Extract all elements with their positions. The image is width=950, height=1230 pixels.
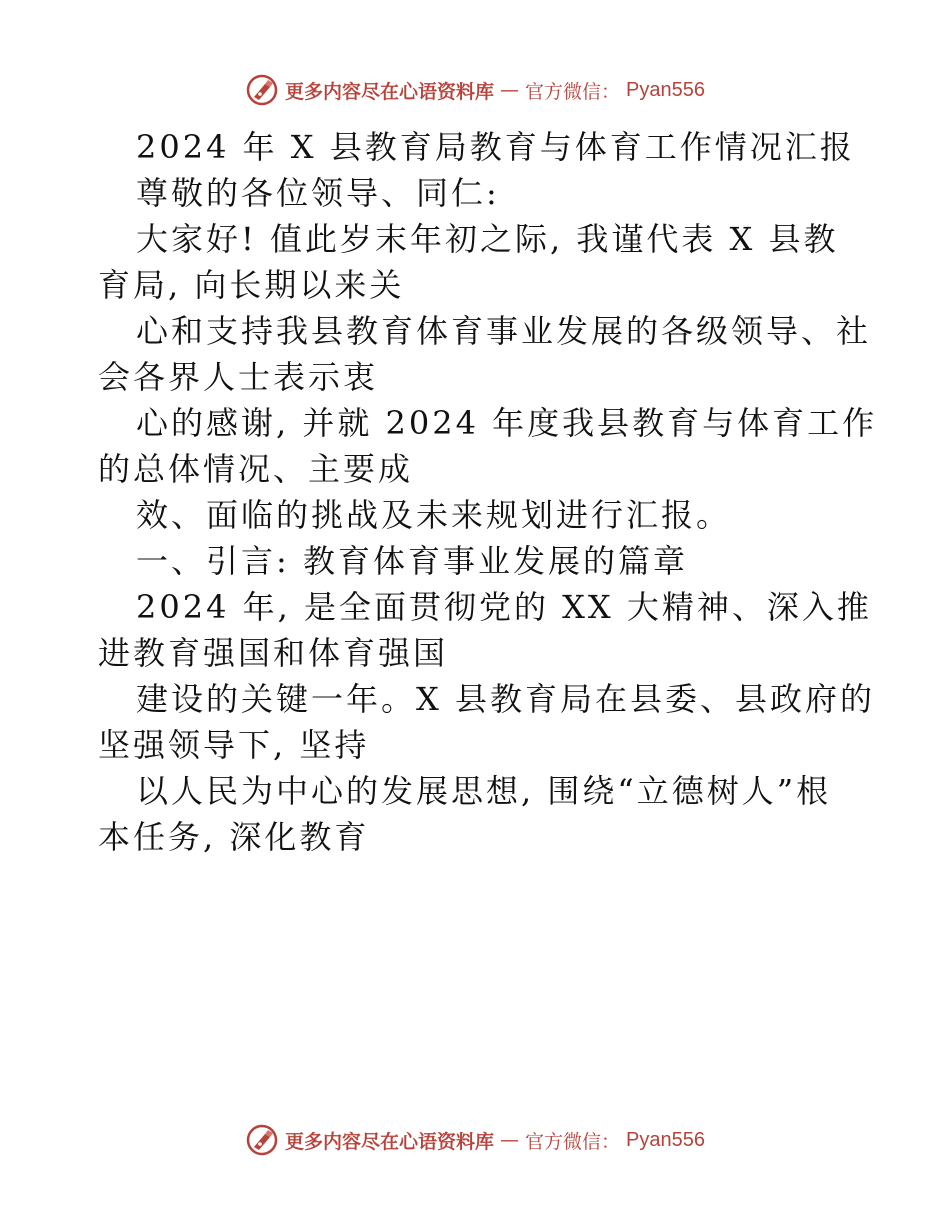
watermark-official-label: 官方微信：	[525, 80, 621, 103]
text-line: 以人民为中心的发展思想, 围绕“立德树人”根	[136, 772, 832, 810]
watermark-wechat-id: Pyan556	[626, 78, 705, 101]
footer-watermark	[0, 1120, 950, 1160]
text-line: 进教育强国和体育强国	[98, 634, 449, 672]
pen-nib-logo-icon	[245, 1123, 279, 1157]
watermark-dash: —	[500, 1129, 520, 1151]
text-line: 会各界人士表示衷	[98, 358, 379, 396]
watermark-brand-text: 更多内容尽在心语资料库	[285, 80, 495, 103]
header-watermark	[0, 70, 950, 110]
text-line: 坚强领导下, 坚持	[98, 726, 370, 764]
watermark-official-label: 官方微信：	[525, 1130, 621, 1153]
text-line: 建设的关键一年。X 县教育局在县委、县政府的	[136, 680, 875, 718]
text-line: 心和支持我县教育体育事业发展的各级领导、社	[136, 312, 872, 350]
document-body	[98, 124, 878, 860]
text-line: 效、面临的挑战及未来规划进行汇报。	[136, 496, 732, 534]
text-line: 本任务, 深化教育	[98, 818, 370, 856]
text-line: 育局, 向长期以来关	[98, 266, 405, 304]
watermark-wechat-id: Pyan556	[626, 1128, 705, 1151]
text-line: 心的感谢, 并就 2024 年度我县教育与体育工作	[136, 404, 878, 442]
text-line: 一、引言: 教育体育事业发展的篇章	[136, 542, 688, 580]
text-line: 的总体情况、主要成	[98, 450, 414, 488]
watermark-dash: —	[500, 79, 520, 101]
watermark-brand-text: 更多内容尽在心语资料库	[285, 1130, 495, 1153]
pen-nib-logo-icon	[245, 73, 279, 107]
text-line: 2024 年, 是全面贯彻党的 XX 大精神、深入推	[136, 588, 872, 626]
text-line: 2024 年 X 县教育局教育与体育工作情况汇报	[136, 128, 855, 166]
text-line: 大家好! 值此岁末年初之际, 我谨代表 X 县教	[136, 220, 839, 258]
text-line: 尊敬的各位领导、同仁:	[136, 174, 500, 212]
